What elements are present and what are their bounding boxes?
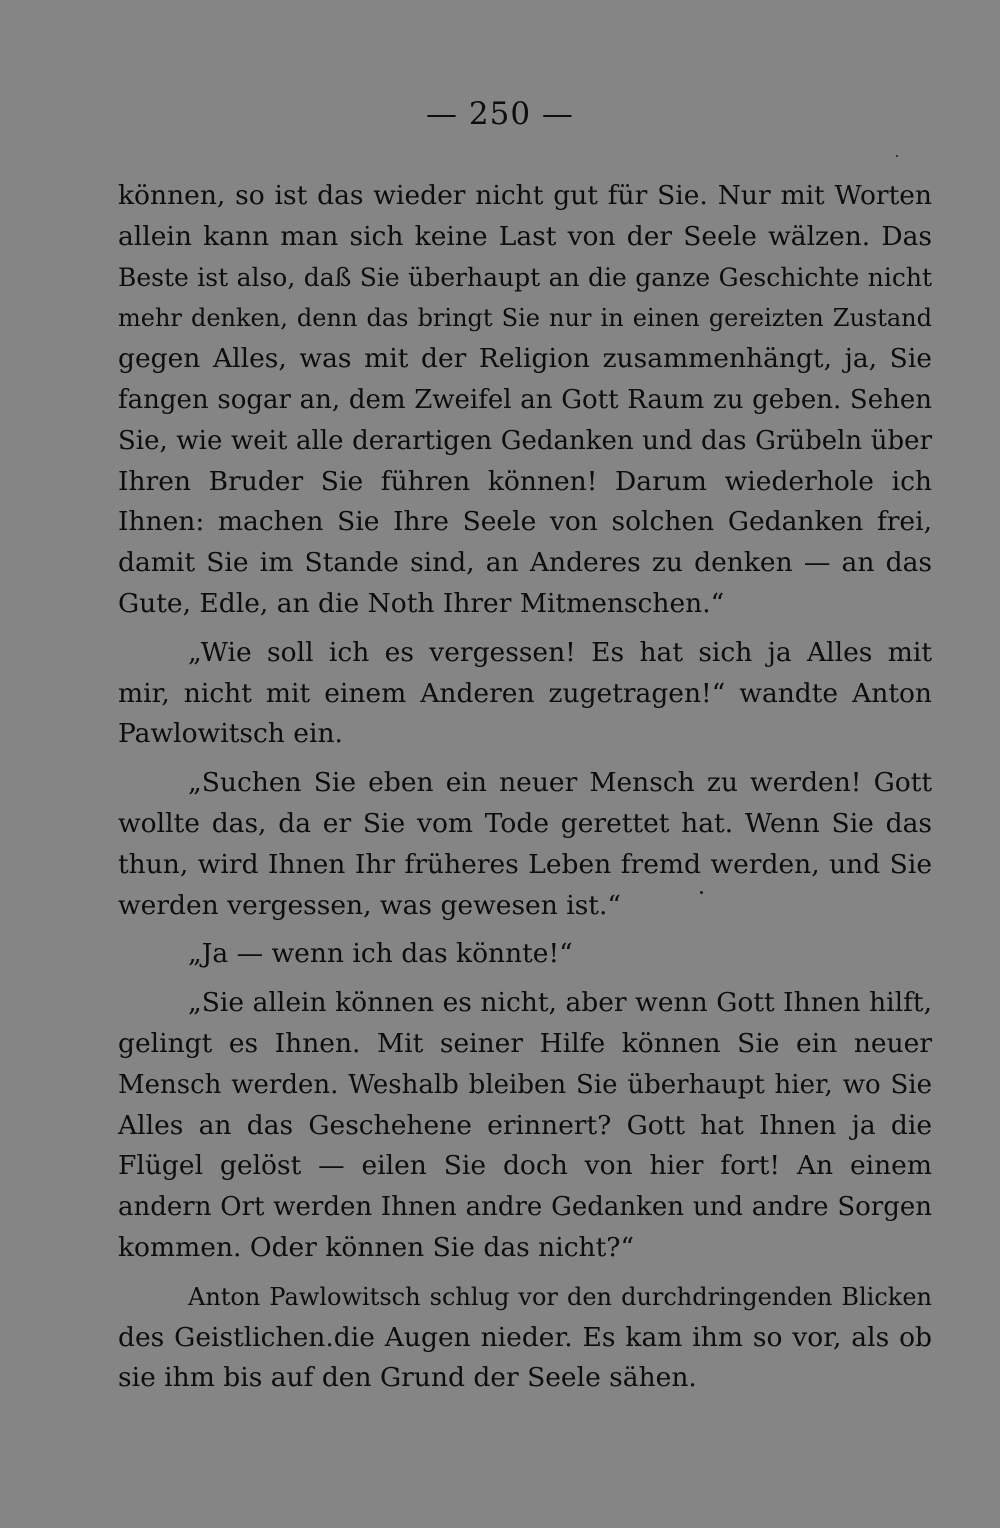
text-line: andern Ort werden Ihnen andre Gedanken und andre Sorgen bbox=[118, 1192, 932, 1223]
text-line: wollte das, da er Sie vom Tode gerettet hat. Wenn Sie das bbox=[118, 807, 932, 839]
text-line: Pawlowitsch ein. bbox=[118, 718, 343, 750]
text-line: des Geistlichen.die Augen nieder. Es kam ihm so vor, als ob bbox=[118, 1321, 932, 1353]
paragraph bbox=[118, 934, 932, 975]
paragraph bbox=[118, 983, 932, 1269]
text-line: Ihren Bruder Sie führen können! Darum wiederhole ich bbox=[118, 465, 932, 497]
text-line: „Sie allein können es nicht, aber wenn Gott Ihnen hilft, bbox=[188, 987, 932, 1019]
body-text bbox=[118, 176, 932, 1407]
text-line: damit Sie im Stande sind, an Anderes zu denken — an das bbox=[118, 547, 932, 579]
text-line: „Suchen Sie eben ein neuer Mensch zu werden! Gott bbox=[188, 767, 932, 799]
text-line: allein kann man sich keine Last von der Seele wälzen. Das bbox=[118, 220, 932, 252]
text-line: fangen sogar an, dem Zweifel an Gott Raum zu geben. Sehen bbox=[118, 384, 932, 415]
text-line: mehr denken, denn das bringt Sie nur in einen gereizten Zustand bbox=[118, 304, 932, 333]
paragraph bbox=[118, 633, 932, 755]
text-line: „Wie soll ich es vergessen! Es hat sich ja Alles mit bbox=[188, 636, 932, 668]
paragraph bbox=[118, 1277, 932, 1399]
text-line: Gute, Edle, an die Noth Ihrer Mitmenschen.“ bbox=[118, 587, 725, 619]
text-line: „Ja — wenn ich das könnte!“ bbox=[188, 938, 573, 970]
page-number: — 250 — bbox=[426, 96, 574, 132]
text-line: kommen. Oder können Sie das nicht?“ bbox=[118, 1231, 635, 1263]
text-line: Alles an das Geschehene erinnert? Gott hat Ihnen ja die bbox=[118, 1109, 932, 1141]
paragraph bbox=[118, 763, 932, 926]
text-line: Ihnen: machen Sie Ihre Seele von solchen Gedanken frei, bbox=[118, 506, 932, 538]
text-line: sie ihm bis auf den Grund der Seele sähen. bbox=[118, 1362, 697, 1394]
text-line: Sie, wie weit alle derartigen Gedanken und das Grübeln über bbox=[118, 425, 932, 456]
text-line: Anton Pawlowitsch schlug vor den durchdringenden Blicken bbox=[188, 1282, 932, 1311]
text-line: Flügel gelöst — eilen Sie doch von hier fort! An einem bbox=[118, 1150, 932, 1182]
text-line: gegen Alles, was mit der Religion zusammenhängt, ja, Sie bbox=[118, 343, 932, 375]
paragraph bbox=[118, 176, 932, 625]
text-line: gelingt es Ihnen. Mit seiner Hilfe können Sie ein neuer bbox=[118, 1027, 932, 1059]
text-line: Mensch werden. Weshalb bleiben Sie überhaupt hier, wo Sie bbox=[118, 1069, 932, 1100]
text-line: thun, wird Ihnen Ihr früheres Leben fremd werden, und Sie bbox=[118, 848, 932, 880]
text-line: können, so ist das wieder nicht gut für Sie. Nur mit Worten bbox=[118, 180, 932, 211]
text-line: werden vergessen, was gewesen ist.“ bbox=[118, 889, 621, 921]
ink-speck bbox=[700, 891, 703, 894]
ink-speck bbox=[896, 155, 898, 157]
text-line: mir, nicht mit einem Anderen zugetragen!“ wandte Anton bbox=[118, 677, 932, 709]
text-line: Beste ist also, daß Sie überhaupt an die ganze Geschichte nicht bbox=[118, 262, 932, 292]
